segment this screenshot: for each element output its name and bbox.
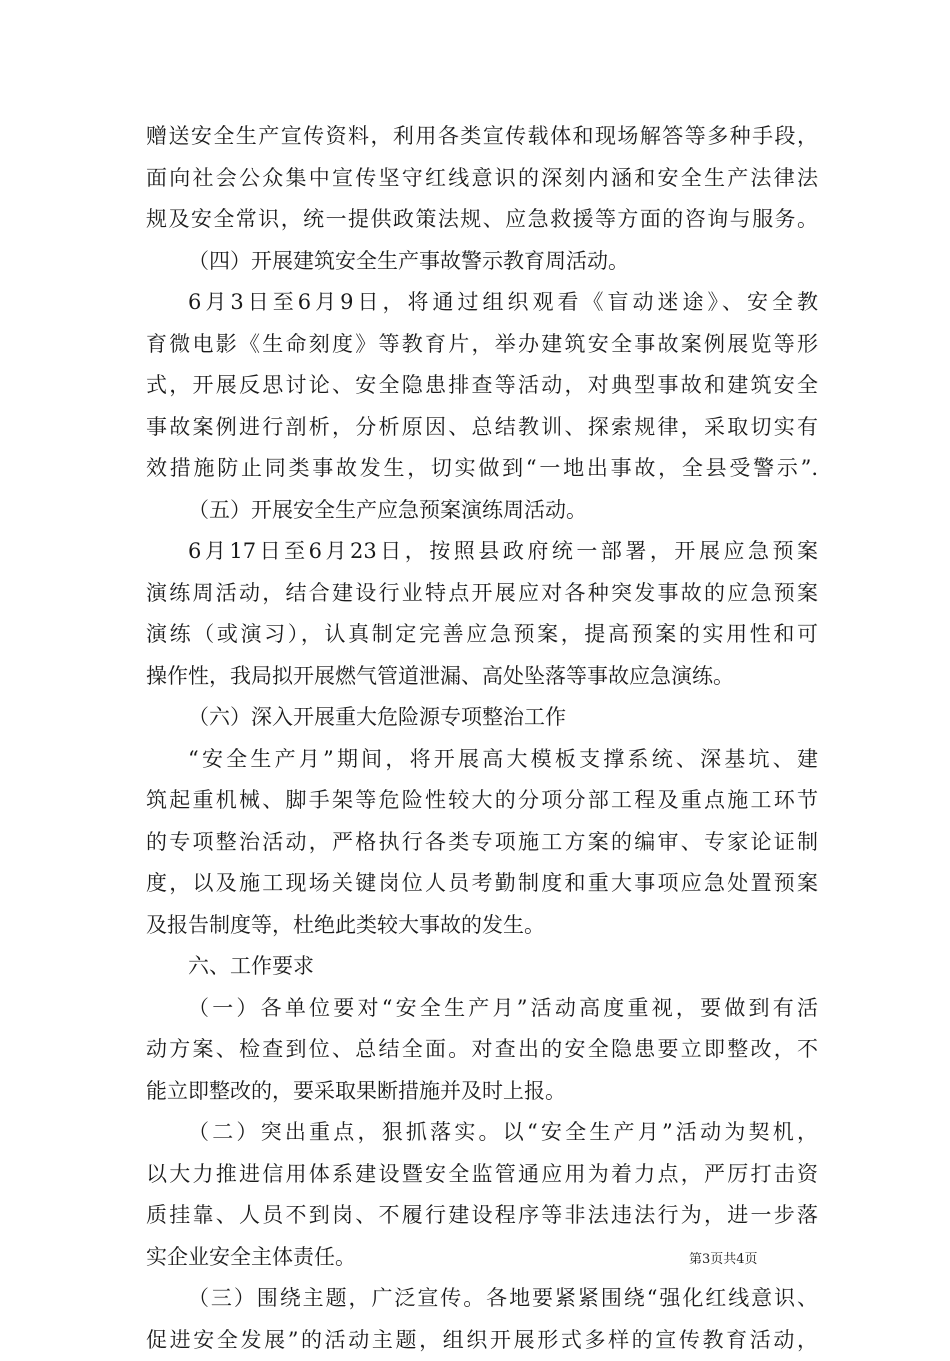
- text-line: 演练（或演习），认真制定完善应急预案，提高预案的实用性和可: [146, 614, 818, 656]
- text-line: 6月17日至6月23日，按照县政府统一部署，开展应急预案: [146, 531, 818, 573]
- text-line: 以大力推进信用体系建设暨安全监管通应用为着力点，严厉打击资: [146, 1154, 818, 1196]
- text-line: 度，以及施工现场关键岗位人员考勤制度和重大事项应急处置预案: [146, 863, 818, 905]
- text-line: 育微电影《生命刻度》等教育片，举办建筑安全事故案例展览等形: [146, 324, 818, 366]
- text-line: 实企业安全主体责任。: [146, 1237, 818, 1279]
- text-line: 的专项整治活动，严格执行各类专项施工方案的编审、专家论证制: [146, 822, 818, 864]
- document-body: [146, 116, 818, 1361]
- section-heading: （五）开展安全生产应急预案演练周活动。: [146, 490, 818, 532]
- section-heading: （六）深入开展重大危险源专项整治工作: [146, 697, 818, 739]
- text-line: 规及安全常识，统一提供政策法规、应急救援等方面的咨询与服务。: [146, 199, 818, 241]
- text-line: 质挂靠、人员不到岗、不履行建设程序等非法违法行为，进一步落: [146, 1195, 818, 1237]
- text-line: 筑起重机械、脚手架等危险性较大的分项分部工程及重点施工环节: [146, 780, 818, 822]
- text-line: 效措施防止同类事故发生，切实做到“一地出事故，全县受警示”.: [146, 448, 818, 490]
- text-line: 能立即整改的，要采取果断措施并及时上报。: [146, 1071, 818, 1113]
- text-line: “安全生产月”期间，将开展高大模板支撑系统、深基坑、建: [146, 739, 818, 781]
- text-line: 及报告制度等，杜绝此类较大事故的发生。: [146, 905, 818, 947]
- text-line: （三）围绕主题，广泛宣传。各地要紧紧围绕“强化红线意识、: [146, 1278, 818, 1320]
- text-line: 面向社会公众集中宣传坚守红线意识的深刻内涵和安全生产法律法: [146, 158, 818, 200]
- text-line: 赠送安全生产宣传资料，利用各类宣传载体和现场解答等多种手段，: [146, 116, 818, 158]
- text-line: 操作性，我局拟开展燃气管道泄漏、高处坠落等事故应急演练。: [146, 656, 818, 698]
- section-heading: 六、工作要求: [146, 946, 818, 988]
- text-line: 6月3日至6月9日，将通过组织观看《盲动迷途》、安全教: [146, 282, 818, 324]
- page-number: 第3页共4页: [689, 1248, 758, 1267]
- text-line: （二）突出重点，狠抓落实。以“安全生产月”活动为契机，: [146, 1112, 818, 1154]
- text-line: 促进安全发展”的活动主题，组织开展形式多样的宣传教育活动，: [146, 1320, 818, 1361]
- text-line: 动方案、检查到位、总结全面。对查出的安全隐患要立即整改，不: [146, 1029, 818, 1071]
- section-heading: （四）开展建筑安全生产事故警示教育周活动。: [146, 241, 818, 283]
- text-line: （一）各单位要对“安全生产月”活动高度重视，要做到有活: [146, 988, 818, 1030]
- text-line: 演练周活动，结合建设行业特点开展应对各种突发事故的应急预案: [146, 573, 818, 615]
- text-line: 式，开展反思讨论、安全隐患排查等活动，对典型事故和建筑安全: [146, 365, 818, 407]
- text-line: 事故案例进行剖析，分析原因、总结教训、探索规律，采取切实有: [146, 407, 818, 449]
